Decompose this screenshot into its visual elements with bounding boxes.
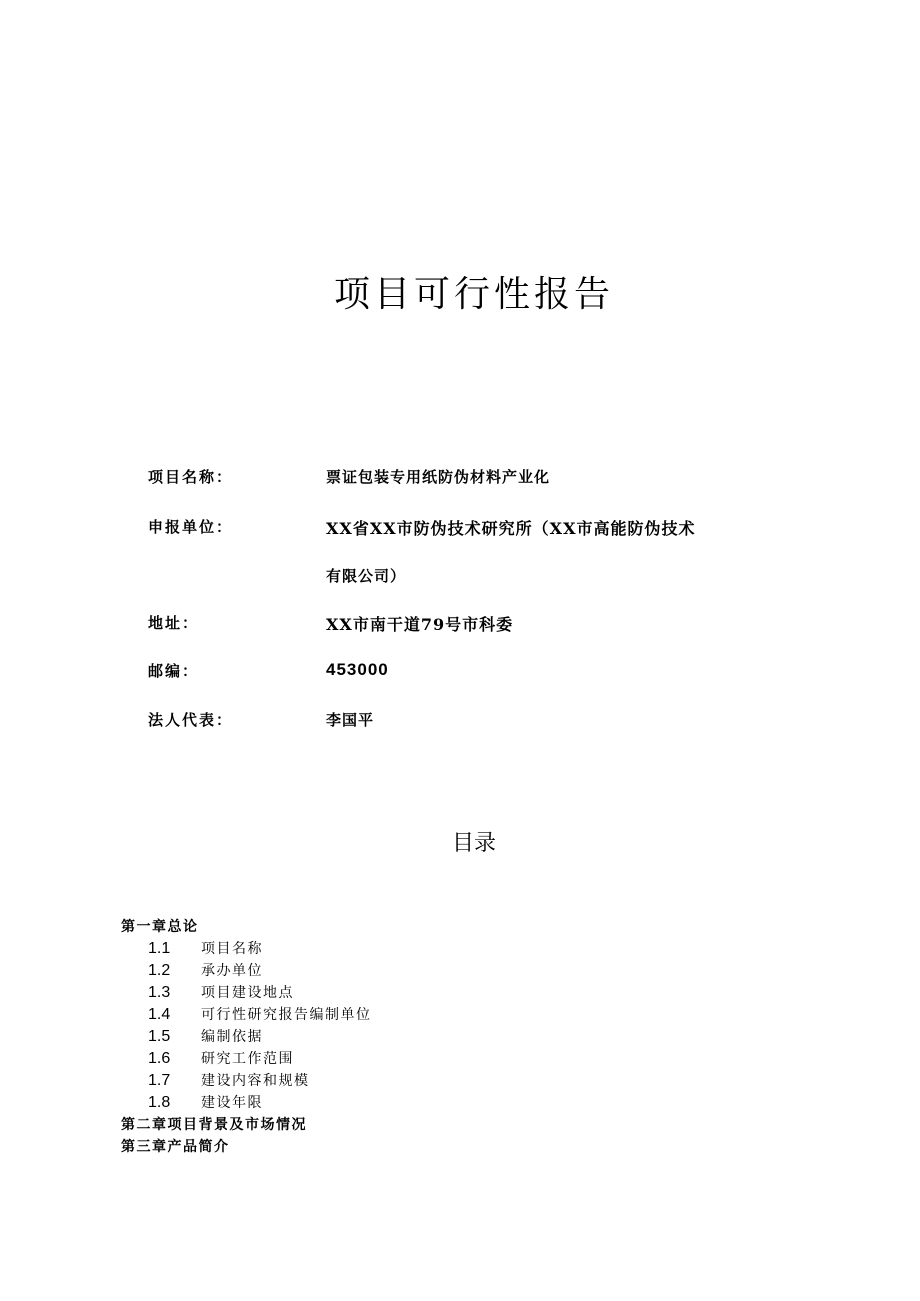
address-value: XX市南干道79号市科委 [326,615,514,634]
postcode-label: 邮编： [148,662,200,680]
info-row-project-name [0,466,920,496]
toc-section[interactable] [121,982,372,1004]
toc-section-label: 建设内容和规模 [201,1073,310,1089]
toc-section-number: 1.3 [148,984,171,1001]
toc-section[interactable] [121,938,372,960]
toc-section-label: 研究工作范围 [201,1051,294,1067]
toc-section-number: 1.4 [148,1006,171,1023]
applicant-value: XX省XX市防伪技术研究所（XX市高能防伪技术 [326,519,696,538]
toc-chapter-3[interactable]: 第三章产品简介 [121,1139,230,1155]
toc-section-label: 编制依据 [201,1029,263,1045]
applicant-label: 申报单位： [148,518,234,536]
toc-section-number: 1.2 [148,962,171,979]
toc-chapter-2[interactable]: 第二章项目背景及市场情况 [121,1117,307,1133]
toc-section[interactable] [121,1048,372,1070]
legal-rep-label: 法人代表： [148,711,234,729]
report-title: 项目可行性报告 [333,274,614,315]
applicant-value-continued: 有限公司） [326,567,407,585]
project-name-value: 票证包装专用纸防伪材料产业化 [326,468,551,486]
toc-section-number: 1.7 [148,1072,171,1089]
legal-rep-value: 李国平 [326,711,375,729]
toc-section-label: 可行性研究报告编制单位 [201,1007,372,1023]
info-row-postcode [0,660,920,690]
toc-section[interactable] [121,1070,372,1092]
toc-section-label: 项目名称 [201,941,263,957]
toc-section-label: 项目建设地点 [201,985,294,1001]
toc-section-number: 1.8 [148,1094,171,1111]
toc-section-label: 承办单位 [201,963,263,979]
postcode-value: 453000 [326,660,389,679]
toc-section[interactable] [121,960,372,982]
project-name-label: 项目名称： [148,468,234,486]
toc-title: 目录 [451,831,496,856]
toc-section[interactable] [121,1092,372,1114]
toc-section[interactable] [121,1026,372,1048]
info-row-legal-rep [0,709,920,739]
toc-section-number: 1.1 [148,940,171,957]
toc-chapter-1[interactable]: 第一章总论 [121,919,199,935]
toc-section-number: 1.5 [148,1028,171,1045]
info-row-address [0,612,920,642]
toc-section[interactable] [121,1004,372,1026]
table-of-contents [121,916,372,1158]
info-row-applicant [0,516,920,546]
info-row-applicant-continued [0,565,920,595]
toc-section-label: 建设年限 [201,1095,263,1111]
toc-section-number: 1.6 [148,1050,171,1067]
address-label: 地址： [148,614,200,632]
